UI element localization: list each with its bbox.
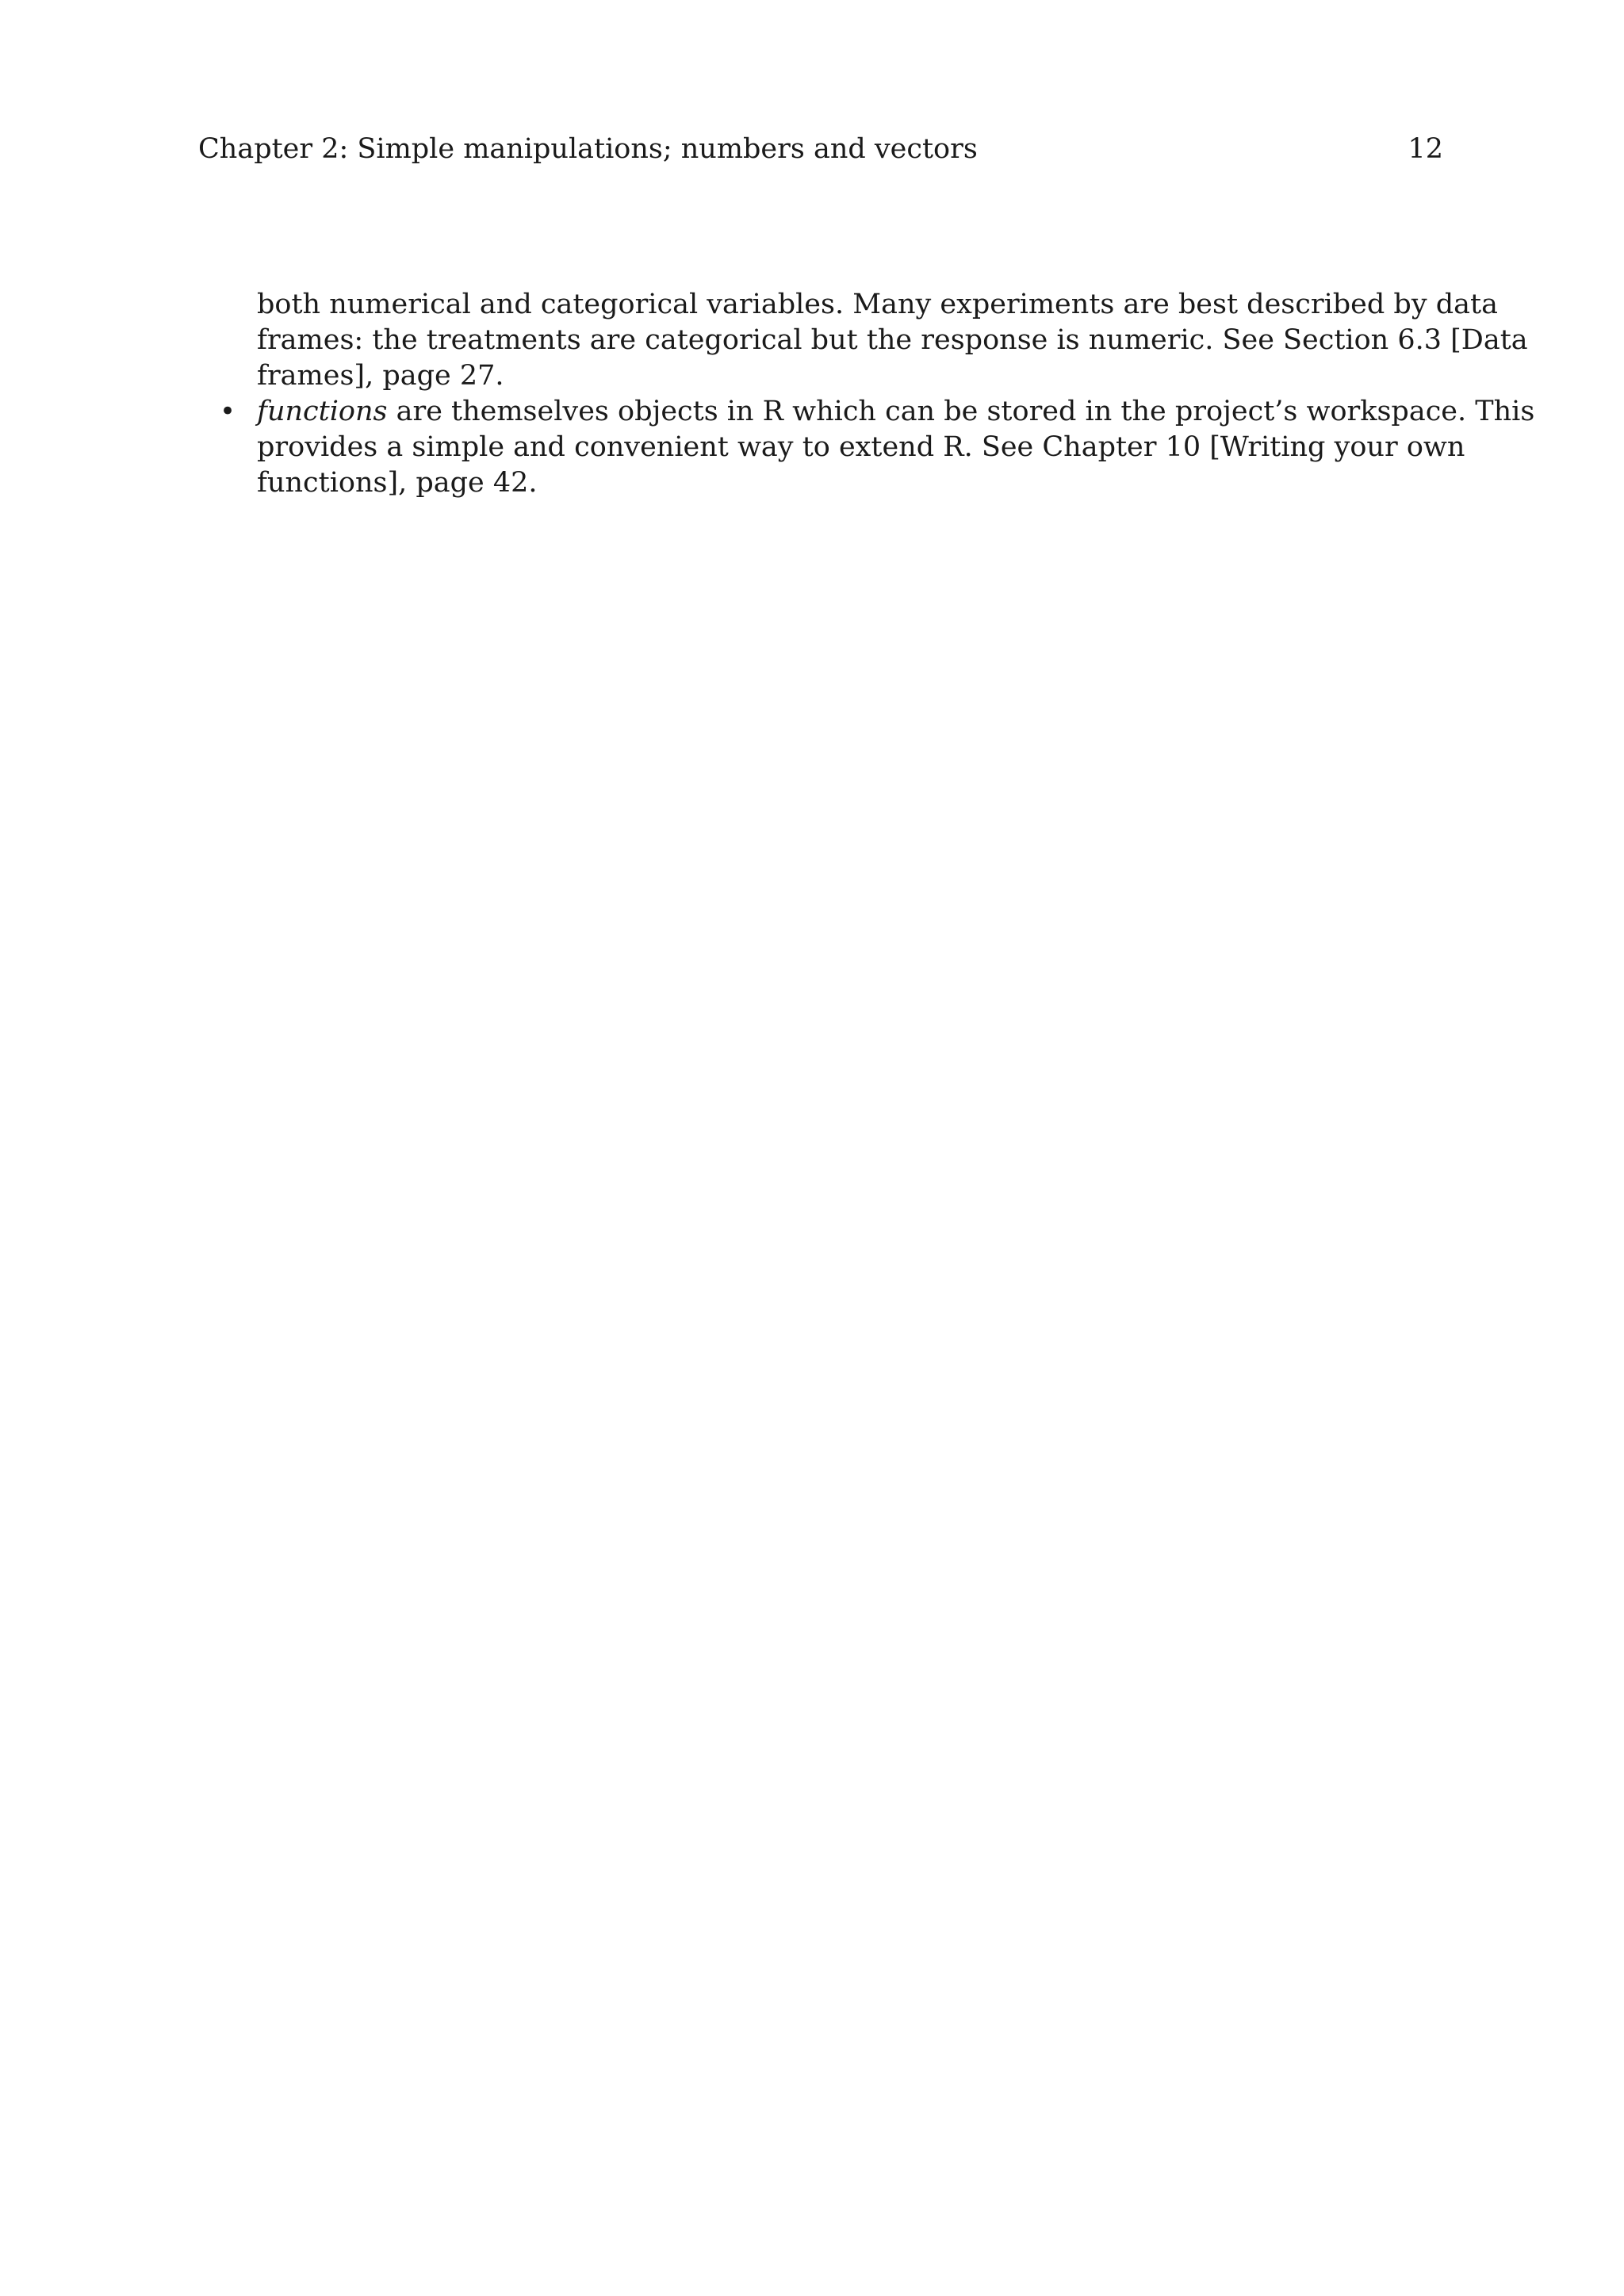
list-item-line: provides a simple and convenient way to extend R. See Chapter 10 [Writing your own [257,431,1465,463]
list-item-line [257,394,1535,430]
running-header [198,127,1443,171]
continued-paragraph [257,287,1528,394]
list-item-text: are themselves objects in R which can be stored in the project’s workspace. This [387,396,1535,427]
bullet-icon: • [220,396,236,427]
paragraph-line: both numerical and categorical variables. Many experiments are best described by data [257,289,1498,320]
list-item-line: functions], page 42. [257,467,538,499]
body-text [198,287,1535,501]
page-number: 12 [1408,133,1443,165]
paragraph-line: frames], page 27. [257,360,504,392]
list-item-functions [220,394,1535,501]
paragraph-line: frames: the treatments are categorical but the response is numeric. See Section 6.3 [Data [257,324,1528,356]
emphasized-term: functions [257,396,388,427]
chapter-title: Chapter 2: Simple manipulations; numbers and vectors [198,133,978,165]
